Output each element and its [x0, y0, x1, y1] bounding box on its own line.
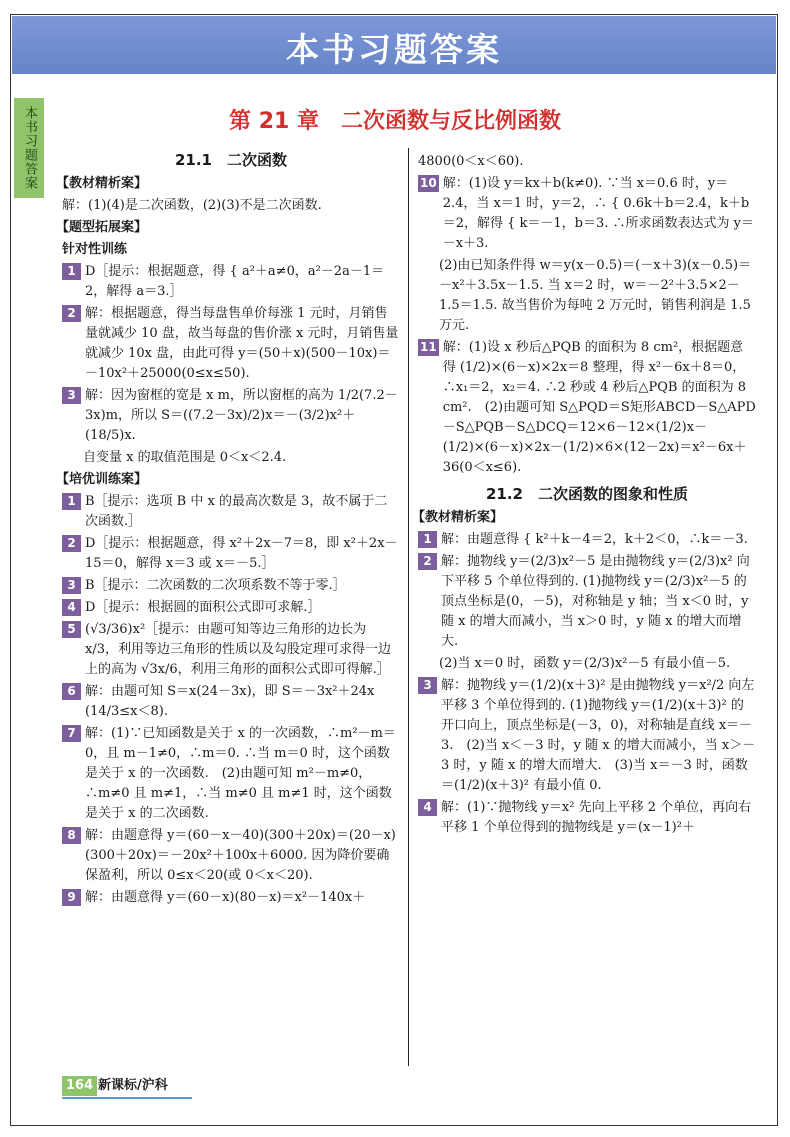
answer-text: 解：(1)(4)是二次函数，(2)(3)不是二次函数. — [62, 198, 322, 213]
sub-heading-targeted-training: 针对性训练 — [62, 242, 128, 257]
tag-textbook-analysis: 【教材精析案】 — [56, 176, 148, 191]
number-badge: 4 — [62, 599, 81, 616]
answer-text: (√3/36)x²［提示：由题可知等边三角形的边长为 x/3，利用等边三角形的性质以及勾股定理可求得一边上的高为 √3x/6，利用三角形的面积公式即可得解.］ — [85, 622, 391, 677]
answer-continuation: (2)当 x＝0 时，函数 y＝(2/3)x²－5 有最小值－5. — [439, 656, 731, 671]
answer-item — [62, 262, 400, 302]
answer-continuation: 4800(0＜x＜60). — [418, 154, 524, 169]
answer-item — [418, 174, 756, 254]
column-divider — [408, 148, 409, 1066]
answer-text: B［提示：选项 B 中 x 的最高次数是 3，故不属于二次函数.］ — [85, 494, 388, 529]
answer-text: 解：由题可知 S＝x(24－3x)，即 S＝－3x²＋24x (14/3≤x＜8). — [85, 684, 375, 719]
answer-text: 解：由题意得 y＝(60－x－40)(300＋20x)＝(20－x)(300＋20x)＝－20x²＋100x＋6000. 因为降价要确保盈利，所以 0≤x＜20(或 0＜x＜20). — [85, 828, 396, 883]
number-badge: 1 — [418, 531, 437, 548]
number-badge: 7 — [62, 725, 81, 742]
answer-text: 解：(1)设 y＝kx＋b(k≠0). ∵当 x＝0.6 时，y＝2.4，当 x＝1 时，y＝2，∴ { 0.6k＋b＝2.4，k＋b＝2，解得 { k＝－1，b＝3. ∴所求函数表达式为 y＝－x＋3. — [442, 176, 754, 251]
number-badge: 6 — [62, 683, 81, 700]
chapter-title: 第 21 章 二次函数与反比例函数 — [229, 109, 561, 134]
number-badge: 11 — [420, 340, 437, 354]
answer-text: 解：(1)设 x 秒后△PQB 的面积为 8 cm²，根据题意得 (1/2)×(6－x)×2x＝8 整理，得 x²－6x＋8＝0，∴x₁＝2，x₂＝4. ∴2 秒或 4 秒后△PQB 的面积为 8 cm². (2)由题可知 S△PQD＝S矩形ABCD－S△APD－S△PQB－S△DCQ＝12×6－12×(1/2)x－(1/2)×(6－x)×2x－(1/2)×6×(12－2x)＝x²－6x＋36(0＜x≤6). — [442, 340, 756, 475]
answer-text: 解：由题意得 y＝(60－x)(80－x)＝x²－140x＋ — [85, 890, 366, 905]
answer-item — [62, 534, 400, 574]
answer-text: 解：抛物线 y＝(1/2)(x＋3)² 是由抛物线 y＝x²/2 向左平移 3 个单位得到的. (1)抛物线 y＝(1/2)(x＋3)² 的开口向上，顶点坐标是(－3，0)，对称轴是直线 x＝－3. (2)当 x＜－3 时，y 随 x 的增大而减小，当 x＞－3 时，y 随 x 的增大而增大. (3)当 x＝－3 时，函数＝(1/2)(x＋3)² 有最小值 0. — [441, 678, 756, 793]
answer-text: 解：由题意得 { k²＋k－4＝2，k＋2＜0，∴k＝－3. — [441, 532, 748, 547]
answer-item — [62, 724, 400, 824]
answer-item — [62, 304, 400, 384]
answer-continuation: (2)由已知条件得 w＝y(x－0.5)＝(－x＋3)(x－0.5)＝－x²＋3.5x－1.5. 当 x＝2 时，w＝－2²＋3.5×2－1.5＝1.5. 故当售价为每吨 2 万元时，销售利润是 1.5 万元. — [439, 258, 752, 333]
answer-item — [62, 576, 400, 596]
answer-text: 解：(1)∵已知函数是关于 x 的一次函数，∴m²－m＝0，且 m－1≠0，∴m＝0. ∴当 m＝0 时，这个函数是关于 x 的一次函数. (2)由题可知 m²－m≠0，∴m≠0 且 m≠1，∴当 m≠0 且 m≠1 时，这个函数是关于 x 的二次函数. — [85, 726, 396, 821]
answer-item — [62, 492, 400, 532]
number-badge: 8 — [62, 827, 81, 844]
number-badge: 1 — [62, 263, 81, 280]
answer-item — [62, 598, 400, 618]
tag-advanced-training: 【培优训练案】 — [56, 472, 148, 487]
answer-item — [62, 620, 400, 680]
number-badge: 1 — [62, 493, 81, 510]
answer-continuation: 自变量 x 的取值范围是 0＜x＜2.4. — [83, 450, 287, 465]
number-badge: 9 — [62, 889, 81, 906]
answer-text: B［提示：二次函数的二次项系数不等于零.］ — [85, 578, 346, 593]
number-badge: 2 — [62, 305, 81, 322]
answer-item — [418, 552, 756, 652]
number-badge: 3 — [62, 387, 81, 404]
footer-rule — [62, 1097, 192, 1099]
tag-extension: 【题型拓展案】 — [56, 220, 148, 235]
answer-text: 解：(1)∵抛物线 y＝x² 先向上平移 2 个单位，再向右平移 1 个单位得到的抛物线是 y＝(x－1)²＋ — [441, 800, 752, 835]
right-column — [412, 150, 756, 840]
number-badge: 2 — [62, 535, 81, 552]
number-badge: 10 — [420, 176, 437, 190]
answer-text: 解：抛物线 y＝(2/3)x²－5 是由抛物线 y＝(2/3)x² 向下平移 5 个单位得到的. (1)抛物线 y＝(2/3)x²－5 的顶点坐标是(0，－5)，对称轴是 y 轴；当 x＜0 时，y 随 x 的增大而减小，当 x＞0 时，y 随 x 的增大而增大. — [441, 554, 750, 649]
section-title-21-1: 21.1 二次函数 — [174, 151, 287, 169]
answer-text: D［提示：根据圆的面积公式即可求解.］ — [85, 600, 321, 615]
answer-item — [418, 798, 756, 838]
answer-text: D［提示：根据题意，得 x²＋2x－7＝8，即 x²＋2x－15＝0，解得 x＝3 或 x＝－5.］ — [85, 536, 398, 571]
book-series-label: 新课标/沪科 — [98, 1078, 168, 1093]
header-banner — [12, 16, 776, 74]
answer-text: 解：因为窗框的宽是 x m，所以窗框的高为 1/2(7.2－3x)m，所以 S＝((7.2－3x)/2)x＝－(3/2)x²＋(18/5)x. — [85, 388, 398, 443]
page-number: 164 — [62, 1076, 97, 1096]
answer-text: D［提示：根据题意，得 { a²＋a≠0，a²－2a－1＝2，解得 a＝3.］ — [85, 264, 385, 299]
answer-item — [62, 888, 400, 908]
section-title-21-2: 21.2 二次函数的图象和性质 — [485, 485, 688, 503]
answer-item — [418, 676, 756, 796]
answer-text: 解：根据题意，得当每盘售单价每涨 1 元时，月销售量就减少 10 盘，故当每盘的售价涨 x 元时，月销售量就减少 10x 盘，由此可得 y＝(50＋x)(500－10x)＝－10x²＋25000(0≤x≤50). — [85, 306, 399, 381]
number-badge: 2 — [418, 553, 437, 570]
number-badge: 5 — [62, 621, 81, 638]
left-column — [56, 150, 400, 910]
answer-item — [62, 386, 400, 446]
banner-title: 本书习题答案 — [286, 30, 502, 69]
tag-textbook-analysis: 【教材精析案】 — [412, 510, 504, 525]
answer-item — [62, 826, 400, 886]
answer-item — [62, 682, 400, 722]
number-badge: 3 — [418, 677, 437, 694]
side-tab: 本书习题答案 — [14, 98, 44, 198]
number-badge: 4 — [418, 799, 437, 816]
answer-item — [418, 338, 756, 478]
number-badge: 3 — [62, 577, 81, 594]
answer-item — [418, 530, 756, 550]
